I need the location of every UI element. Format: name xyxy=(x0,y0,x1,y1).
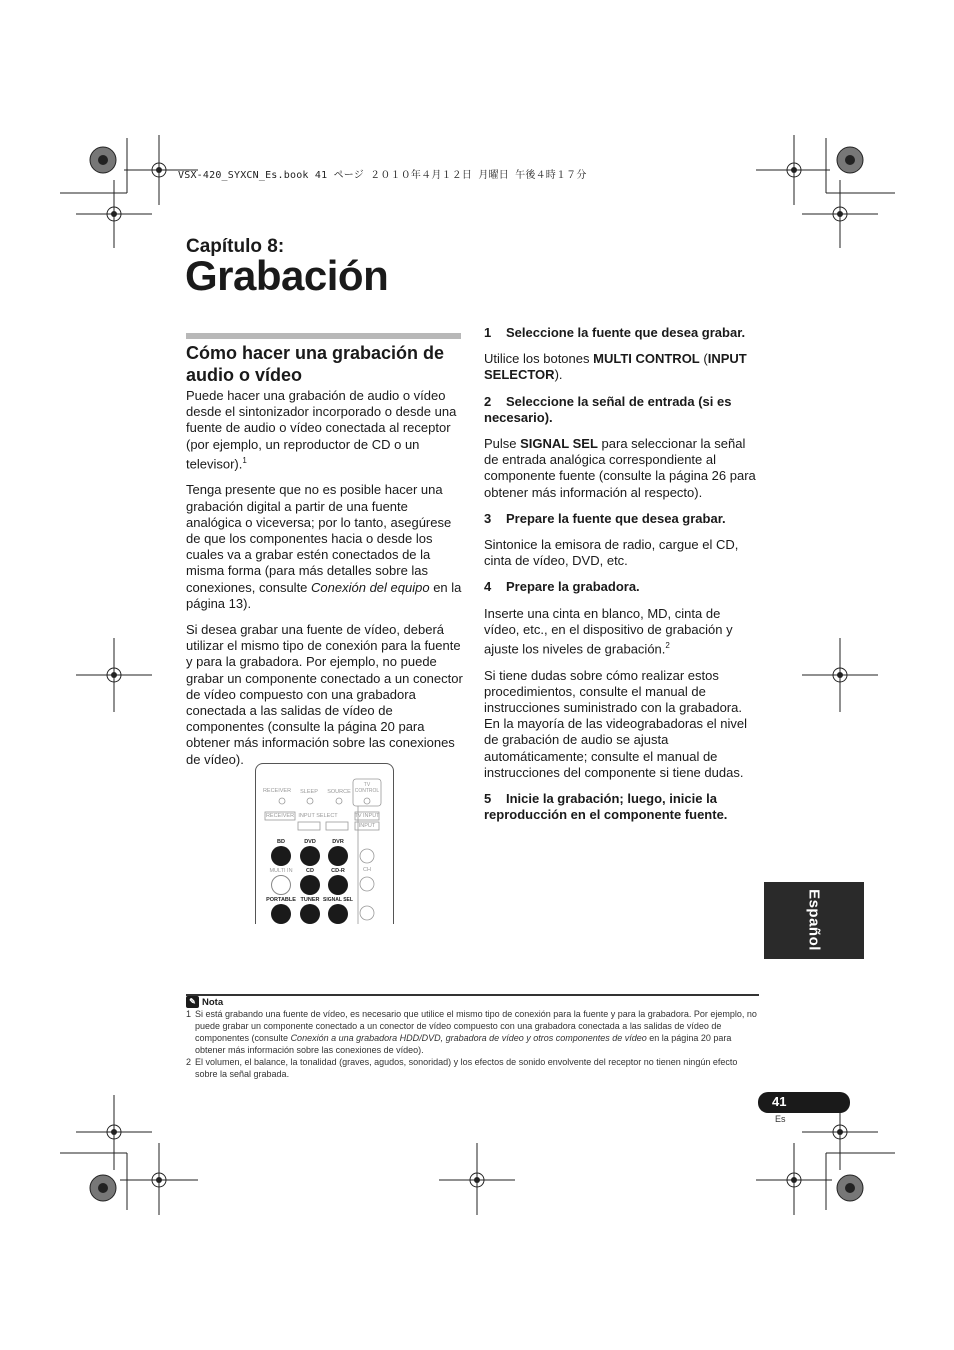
step-body: Pulse SIGNAL SEL para seleccionar la señal de entrada analógica correspondiente al componente fuente (consulte la página 26 para obtener más información al respecto). xyxy=(484,436,756,500)
page-number: 41 xyxy=(772,1094,787,1109)
step-body: Sintonice la emisora de radio, cargue el CD, cinta de vídeo, DVD, etc. xyxy=(484,537,739,569)
page-number-tab xyxy=(758,1092,850,1113)
remote-label: INPUT xyxy=(358,823,376,829)
language-tab: Español xyxy=(764,882,864,959)
note-divider xyxy=(186,994,759,996)
footnote-ref[interactable]: 2 xyxy=(665,641,670,651)
footnote: 1 Si está grabando una fuente de vídeo, es necesario que utilice el mismo tipo de conexión para la fuente y para la grabadora. Por ejemplo, no puede grabar un componente conectado a un conector de vídeo compuesto con una grabadora conectada a las salidas de vídeo de componentes (consulte Conexión a una grabadora HDD/DVD, grabadora de vídeo y otros componentes de vídeo en la página 20 para obtener más información sobre las conexiones de vídeo). xyxy=(186,1009,757,1055)
remote-label: TV CONTROL xyxy=(354,782,380,794)
remote-label: SOURCE xyxy=(327,789,351,795)
section-bar xyxy=(186,333,461,339)
step-body: Utilice los botones MULTI CONTROL (INPUT SELECTOR). xyxy=(484,351,747,383)
multi-in-button[interactable] xyxy=(271,875,291,895)
step-body: Inserte una cinta en blanco, MD, cinta de vídeo, etc., en el dispositivo de grabación y ajuste los niveles de grabación.$^2$ xyxy=(484,605,733,657)
cd-button[interactable] xyxy=(300,875,320,895)
footnote: 2 El volumen, el balance, la tonalidad (graves, agudos, sonoridad) y los efectos de sonido envolvente del receptor no tienen ningún efecto sobre la señal grabada. xyxy=(186,1057,738,1079)
remote-label: RECEIVER xyxy=(265,813,295,819)
steps-column xyxy=(484,325,756,833)
remote-label: MULTI IN xyxy=(269,868,293,874)
step-title: 3 Prepare la fuente que desea grabar. xyxy=(484,510,726,526)
step-body: Si tiene dudas sobre cómo realizar estos procedimientos, consulte el manual de instrucciones suministrado con la grabadora. En la mayoría de las videograbadoras el nivel de grabación de audio se ajusta automáticamente; consulte el manual de instrucciones del componente si tiene dudas. xyxy=(484,667,748,780)
paragraph: Tenga presente que no es posible hacer una grabación digital a partir de una fuente analógica o viceversa; por lo tanto, asegúrese de que los componentes hacia o desde los cuales va a grabar estén conectados de la misma forma (para más detalles sobre las conexiones, consulte Conexión del equipo en la página 13). xyxy=(186,482,462,611)
footnotes xyxy=(186,1008,760,1080)
step-title: 2 Seleccione la señal de entrada (si es necesario). xyxy=(484,393,732,425)
remote-label: RECEIVER xyxy=(262,788,292,794)
page-language-code: Es xyxy=(775,1114,786,1124)
footnote-ref[interactable]: 1 xyxy=(242,455,247,465)
dvd-button[interactable] xyxy=(300,846,320,866)
dvr-button[interactable] xyxy=(328,846,348,866)
cross-reference: Conexión del equipo xyxy=(311,579,430,595)
remote-label: DVR xyxy=(332,839,344,845)
portable-button[interactable] xyxy=(271,904,291,924)
paragraph: Si desea grabar una fuente de vídeo, deberá utilizar el mismo tipo de conexión para la fuente y para la grabadora. Por ejemplo, no puede grabar un componente conectado a un conector de vídeo compuesto con una grabadora conectada a las salidas de vídeo de componentes (consulte la página 20 para obtener más información sobre las conexiones de vídeo). xyxy=(186,621,463,767)
cd-r-button[interactable] xyxy=(328,875,348,895)
remote-label: CD-R xyxy=(331,868,345,874)
remote-label: CH xyxy=(363,867,371,873)
remote-label: INPUT SELECT xyxy=(298,813,338,819)
chapter-title: Grabación xyxy=(185,252,389,299)
remote-label: TV INPUT xyxy=(354,813,380,819)
step-title: 4 Prepare la grabadora. xyxy=(484,579,640,595)
remote-label: BD xyxy=(277,839,285,845)
print-header-line: VSX-420_SYXCN_Es.book 41 ページ ２０１０年４月１２日 月曜日 午後４時１７分 xyxy=(178,170,587,181)
remote-label: DVD xyxy=(304,839,316,845)
tuner-button[interactable] xyxy=(300,904,320,924)
remote-label: TUNER xyxy=(300,897,320,903)
left-column xyxy=(186,388,464,778)
remote-label: CD xyxy=(306,868,314,874)
bd-button[interactable] xyxy=(271,846,291,866)
chapter-label: Capítulo 8: xyxy=(186,236,285,257)
remote-label: PORTABLE xyxy=(266,897,296,903)
remote-label: SLEEP xyxy=(300,789,318,795)
section-heading: Cómo hacer una grabación de audio o vídeo xyxy=(186,343,445,385)
paragraph: Puede hacer una grabación de audio o vídeo desde el sintonizador incorporado o desde una fuente de audio o vídeo conectada al receptor (por ejemplo, un reproductor de CD o un televisor).$^1$ xyxy=(186,388,457,472)
remote-control-illustration xyxy=(255,763,394,924)
step-title: 1 Seleccione la fuente que desea grabar. xyxy=(484,325,746,340)
signal-sel-button[interactable] xyxy=(328,904,348,924)
note-heading: ✎ Nota xyxy=(186,996,223,1008)
step-title: 5 Inicie la grabación; luego, inicie la reproducción en el componente fuente. xyxy=(484,791,728,823)
note-icon: ✎ xyxy=(186,996,199,1008)
remote-label: SIGNAL SEL xyxy=(323,897,353,903)
